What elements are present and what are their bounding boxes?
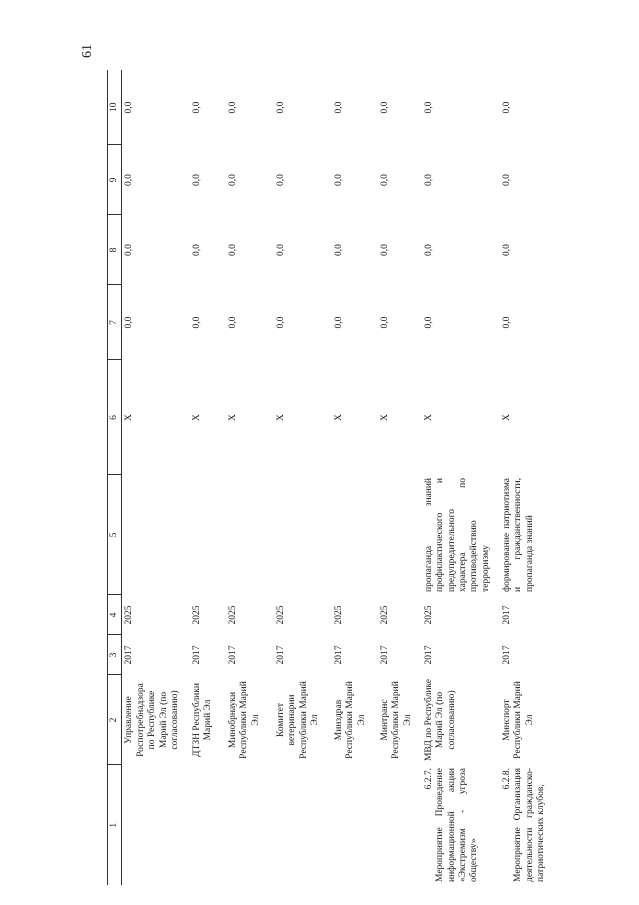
start-year-cell: 2017 [501, 645, 512, 665]
program-table [107, 70, 560, 885]
value-cell: 0,0 [275, 316, 286, 329]
value-cell: 0,0 [124, 174, 135, 186]
result-cell: формирование патриотизма и гражданственности, пропаганда знаний [501, 478, 535, 592]
value-cell: 0,0 [501, 244, 512, 256]
value-cell: 0,0 [275, 244, 286, 256]
result-cell [190, 475, 226, 595]
end-year-cell: 2025 [379, 605, 390, 625]
value-cell: 0,0 [379, 244, 390, 256]
table-row [226, 70, 274, 885]
header-cell: 5 [108, 475, 122, 595]
end-year-cell: 2025 [124, 605, 135, 625]
header-cell: 6 [108, 360, 122, 475]
page-number: 61 [80, 44, 95, 58]
value-cell: 0,0 [227, 316, 238, 329]
executor-cell: Минобрнауки Республики Марий Эл [227, 681, 261, 759]
result-cell: пропаганда знаний профилактического и предупредительного характера по противодействию терроризму [423, 478, 491, 592]
table-row [422, 70, 500, 885]
executor-cell: Минздрав Республики Марий Эл [333, 681, 367, 759]
activity-code: 6.2.8. [501, 768, 512, 790]
activity-cell [500, 765, 560, 885]
result-cell [226, 475, 274, 595]
executor-cell: Минтранс Республики Марий Эл [379, 681, 413, 759]
end-year-cell: 2025 [227, 605, 238, 625]
end-year-cell: 2025 [423, 605, 434, 625]
table-row [122, 70, 190, 885]
start-year-cell: 2017 [124, 645, 135, 665]
table-row [378, 70, 422, 885]
value-cell: 0,0 [227, 101, 238, 114]
value-cell: 0,0 [333, 101, 344, 114]
header-cell: 4 [108, 595, 122, 635]
value-cell: 0,0 [379, 101, 390, 114]
activity-cell [332, 765, 378, 885]
value-cell: 0,0 [227, 174, 238, 186]
executor-cell: Управление Роспотребнадзора по Республике Марий Эл (по согласованию) [124, 683, 180, 757]
value-cell: 0,0 [423, 316, 434, 329]
activity-name: Мероприятие Организация деятельности гражданско-патриотических клубов, [513, 768, 547, 882]
value-cell: 0,0 [379, 174, 390, 186]
value-cell: 0,0 [423, 174, 434, 186]
activity-cell [226, 765, 274, 885]
executor-cell: Комитет ветеринарии Республики Марий Эл [275, 681, 321, 759]
value-cell: 0,0 [191, 101, 202, 114]
executor-cell: МВД по Республике Марий Эл (по согласованию) [423, 678, 457, 762]
header-cell: 7 [108, 285, 122, 360]
table-row [274, 70, 332, 885]
header-cell: 2 [108, 675, 122, 765]
value-cell: 0,0 [275, 101, 286, 114]
activity-cell [122, 765, 190, 885]
activity-cell [274, 765, 332, 885]
start-year-cell: 2017 [379, 645, 390, 665]
end-year-cell: 2025 [191, 605, 202, 625]
activity-cell [190, 765, 226, 885]
table-header-row [108, 70, 122, 885]
table-row [500, 70, 560, 885]
value-cell: 0,0 [191, 174, 202, 186]
table-row [190, 70, 226, 885]
result-cell [122, 475, 190, 595]
activity-cell [378, 765, 422, 885]
start-year-cell: 2017 [275, 645, 286, 665]
result-cell [332, 475, 378, 595]
value-cell: 0,0 [379, 316, 390, 329]
start-year-cell: 2017 [227, 645, 238, 665]
end-year-cell: 2025 [333, 605, 344, 625]
activity-code: 6.2.7. [423, 768, 434, 790]
mark-cell: Х [501, 414, 512, 421]
value-cell: 0,0 [501, 316, 512, 329]
start-year-cell: 2017 [191, 645, 202, 665]
activity-cell [422, 765, 500, 885]
value-cell: 0,0 [333, 174, 344, 186]
end-year-cell: 2025 [275, 605, 286, 625]
value-cell: 0,0 [333, 316, 344, 329]
mark-cell: Х [379, 414, 390, 421]
value-cell: 0,0 [423, 101, 434, 114]
result-cell [378, 475, 422, 595]
start-year-cell: 2017 [333, 645, 344, 665]
value-cell: 0,0 [275, 174, 286, 186]
value-cell: 0,0 [501, 101, 512, 114]
result-cell [274, 475, 332, 595]
end-year-cell: 2017 [501, 605, 512, 625]
value-cell: 0,0 [333, 244, 344, 256]
table-row [332, 70, 378, 885]
executor-cell: Минспорт Республики Марий Эл [501, 681, 535, 759]
value-cell: 0,0 [423, 244, 434, 256]
header-cell: 3 [108, 635, 122, 675]
value-cell: 0,0 [124, 244, 135, 256]
value-cell: 0,0 [191, 244, 202, 256]
executor-cell: ДТЗН Республики Марий Эл [191, 683, 214, 757]
value-cell: 0,0 [191, 316, 202, 329]
mark-cell: Х [124, 414, 135, 421]
activity-name: Мероприятие Проведение информационной акции «Экстремизм - угроза обществу» [435, 768, 480, 882]
value-cell: 0,0 [124, 101, 135, 114]
start-year-cell: 2017 [423, 645, 434, 665]
mark-cell: Х [275, 414, 286, 421]
value-cell: 0,0 [124, 316, 135, 329]
mark-cell: Х [227, 414, 238, 421]
rotated-table-container [107, 70, 547, 885]
value-cell: 0,0 [501, 174, 512, 186]
mark-cell: Х [191, 414, 202, 421]
header-cell: 1 [108, 765, 122, 885]
header-cell: 9 [108, 145, 122, 215]
mark-cell: Х [423, 414, 434, 421]
value-cell: 0,0 [227, 244, 238, 256]
header-cell: 8 [108, 215, 122, 285]
mark-cell: Х [333, 414, 344, 421]
header-cell: 10 [108, 70, 122, 145]
